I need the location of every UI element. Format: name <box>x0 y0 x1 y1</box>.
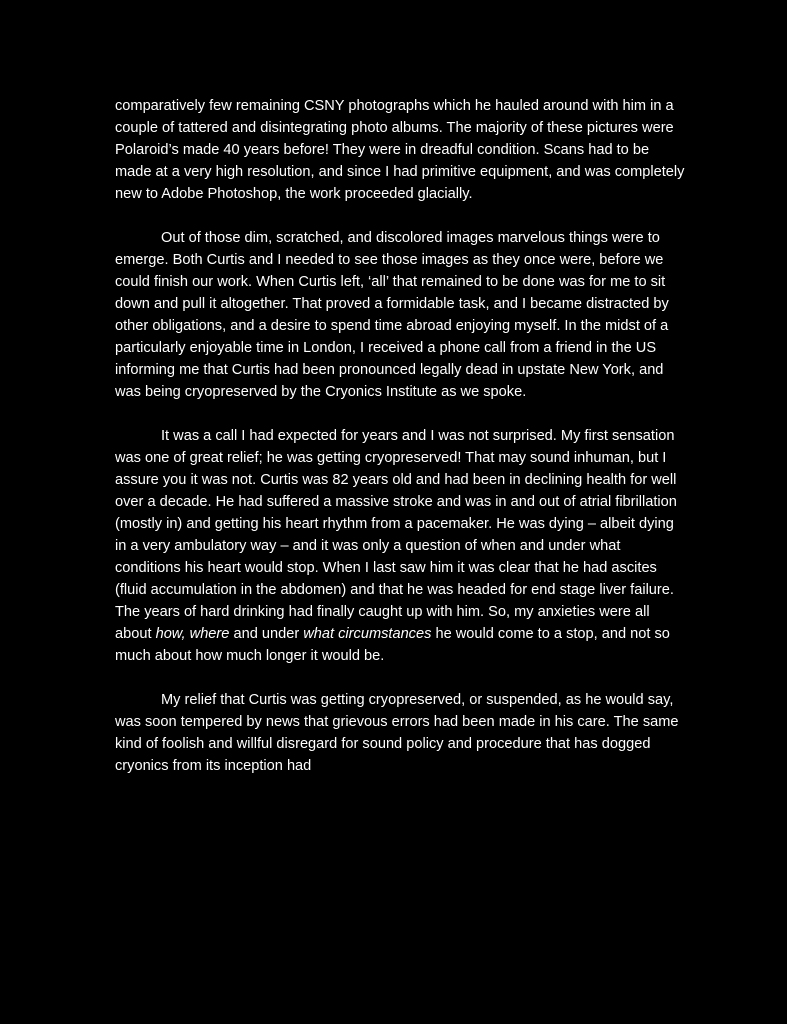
paragraph-text: and under <box>229 626 304 642</box>
document-page <box>115 95 685 777</box>
paragraph-text: comparatively few remaining CSNY photographs which he hauled around with him in a couple of tattered and disintegrating photo albums. The majority of these pictures were Polaroid’s made 40 years before! They were in dreadful condition. Scans had to be made at a very high resolution, and since I had primitive equipment, and was completely new to Adobe Photoshop, the work proceeded glacially. <box>115 98 685 202</box>
paragraph-2 <box>115 227 685 403</box>
paragraph-3 <box>115 425 685 667</box>
italic-text: how, where <box>155 626 230 642</box>
paragraph-text: It was a call I had expected for years and I was not surprised. My first sensation was one of great relief; he was getting cryopreserved! That may sound inhuman, but I assure you it was not. Curtis was 82 years old and had been in declining health for well over a decade. He had suffered a massive stroke and was in and out of atrial fibrillation (mostly in) and getting his heart rhythm from a pacemaker. He was dying – albeit dying in a very ambulatory way – and it was only a question of when and under what conditions his heart would stop. When I last saw him it was clear that he had ascites (fluid accumulation in the abdomen) and that he was headed for end stage liver failure. The years of hard drinking had finally caught up with him. So, my anxieties were all about <box>115 428 677 642</box>
paragraph-text: Out of those dim, scratched, and discolored images marvelous things were to emerge. Both Curtis and I needed to see those images as they once were, before we could finish our work. When Curtis left, ‘all’ that remained to be done was for me to sit down and pull it altogether. That proved a formidable task, and I became distracted by other obligations, and a desire to spend time abroad enjoying myself. In the midst of a particularly enjoyable time in London, I received a phone call from a friend in the US informing me that Curtis had been pronounced legally dead in upstate New York, and was being cryopreserved by the Cryonics Institute as we spoke. <box>115 230 669 400</box>
italic-text: what circumstances <box>303 626 432 642</box>
paragraph-4 <box>115 689 685 777</box>
paragraph-text: My relief that Curtis was getting cryopreserved, or suspended, as he would say, was soon tempered by news that grievous errors had been made in his care. The same kind of foolish and willful disregard for sound policy and procedure that has dogged cryonics from its inception had <box>115 692 679 774</box>
paragraph-1 <box>115 95 685 205</box>
paragraph-text: he would come to a stop, and not so much about how much longer it would be. <box>115 626 670 664</box>
